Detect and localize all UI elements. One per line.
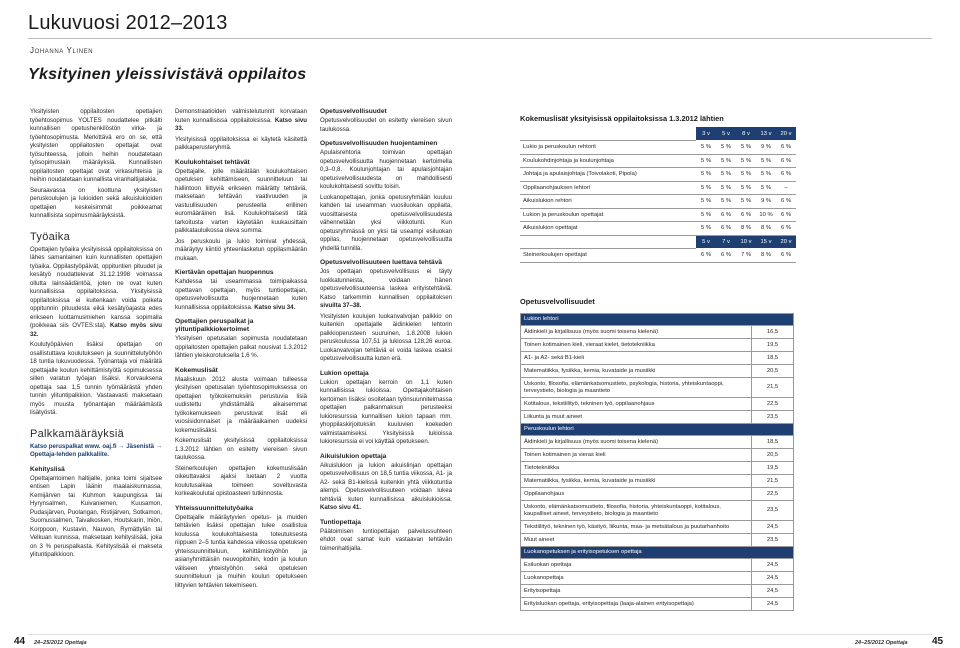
table-row bbox=[521, 534, 794, 547]
table-cell: 5 % bbox=[716, 154, 736, 168]
table-cell: 8 % bbox=[736, 222, 756, 236]
paragraph: Seuraavassa on koottuna yksityisten peruskoulujen ja lukioiden sekä aikuislukioiden opettajien keskeisimmät poikkeamat kunnallisista sopimusmääräyksistä. bbox=[30, 186, 162, 219]
paragraph: Jos peruskoulu ja lukio toimivat yhdessä, määräytyy kiintiö yhteenlasketun oppilasmäärän mukaan. bbox=[175, 237, 307, 262]
paragraph: Aikuislukion ja lukion aikuislinjan opettajan opetusvelvollisuus on 18,5 tuntia viikossa, A1- ja A2- sekä B1-kielissä kuitenkin yhtä viikkotuntia alempi. Opetusvelvollisuuteen voidaan lukea tehtäviä kuten kunnallisissa aikuislukioissa. Katso sivu 41. bbox=[320, 461, 452, 511]
table-row bbox=[521, 411, 794, 424]
table-cell: 6 % bbox=[716, 208, 736, 222]
table-group-header bbox=[521, 547, 794, 559]
table-cell: 5 % bbox=[716, 195, 736, 209]
paragraph: Kahdessa tai useammassa toimipaikassa opettavan opettajan, myös tuntiopettajan, opetusvelvollisuutta huojennetaan kuten kunnallisissa oppilaitoksissa. Katso sivu 34. bbox=[175, 278, 307, 311]
table-cell: 5 % bbox=[696, 181, 716, 195]
subject-cell: Toinen kotimainen ja vieras kieli bbox=[521, 449, 752, 462]
hours-cell: 22,5 bbox=[752, 398, 794, 411]
header-cell: 8 v bbox=[736, 127, 756, 141]
opetusvelvollisuudet-table bbox=[520, 313, 794, 611]
header-cell: 13 v bbox=[756, 127, 776, 141]
subheading: Opetusvelvollisuuden huojentaminen bbox=[320, 140, 438, 147]
footer-publication-left: 24–25/2012 Opettaja bbox=[34, 640, 87, 646]
header-cell: 20 v bbox=[776, 127, 796, 141]
row-label: Lukion ja peruskoulun opettajat bbox=[520, 208, 696, 222]
row-label: Steinerkoulujen opettajat bbox=[520, 249, 696, 263]
table-cell: 6 % bbox=[716, 222, 736, 236]
paragraph: Päätoimisen tuntiopettajan palvelussuhteen ehdot ovat samat kuin vastaavan tehtävän toimenhaltijalla. bbox=[320, 527, 452, 552]
hours-cell: 18,5 bbox=[752, 436, 794, 449]
table-cell: 6 % bbox=[776, 195, 796, 209]
row-label: Johtaja ja apulaisjohtaja (Toivolakoti, Pipola) bbox=[520, 168, 696, 182]
table-cell: 5 % bbox=[716, 181, 736, 195]
paragraph: Jos opettajan opetusvelvollisuus ei täyty luokkatunneista, voidaan hänen opetusvelvollisuuteensa laskea erityistehtäviä. Katso tarkemmin kunnallisen oppilaitoksen sivuilta 37–38. bbox=[320, 268, 452, 309]
table-cell: 5 % bbox=[756, 181, 776, 195]
paragraph: Opettajien työaika yksityisissä oppilaitoksissa on lähes samanlainen kuin kunnallisten opettajien työaika. Oppilastyöpäivät, oppituntien pituudet ja kesätyö noudattelevat 31.12.1998 voimassa ollutta lainsäädäntöä, joten ne ovat kuten kunnallisissa oppilaitoksissa. Yksityisissä oppilaitoksissa ei kuitenkaan voida poiketa oppitunnin pituudesta eikä kesätyöajasta edes erikseen luottamusmiehen kanssa sopimalla (poikkeaa siis OVTES:sta). Katso myös sivu 32. bbox=[30, 245, 163, 338]
kokemuslisat-table bbox=[520, 127, 796, 263]
paragraph: Opetusvelvollisuudet on esitetty viereisen sivun taulukossa. bbox=[320, 117, 452, 133]
paragraph: Apulaisrehtoria toimivan opettajan opetusvelvollisuutta huojennetaan kertoimella 0,3–0,8. Koulunjohtajan tai apulaisjohtajan opetusvelvollisuudesta on mahdollisesti koulukohtaisesti sovittu toisin. bbox=[320, 149, 452, 190]
paragraph: Opettajalle, jolle määrätään koulukohtaisen opetuksen kehittämiseen, suunnitteluun tai hallintoon liittyviä erikseen määrätty tehtäviä, maksetaan tehtävän vaativuuden ja vastuullisuuden perusteella erillinen euromääräinen lisä. Koulukohtaisesti tätä tarkoitusta varten käytetään kuukausittain palkkatauluikossa oleva summa. bbox=[175, 167, 307, 234]
table-row bbox=[520, 249, 796, 263]
hours-cell: 16,5 bbox=[752, 326, 794, 339]
subject-cell: Uskonto, elämänkatsomustieto, filosofia, historia, yhteiskuntaoppi, kotitalous, kaupalliset aineet, terveystieto, biologia ja maantieto bbox=[521, 501, 752, 521]
table-cell: 5 % bbox=[736, 181, 756, 195]
paragraph: Opettajantoimen haltijalle, jonka toimi sijaitsee entisen Lapin läänin maalaiskunnassa, Kemijärven tai Kuhmon kaupungissa tai Hyrynsalmen, Kuivaniemen, Kuusamon, Pudasjärven, Puolangan, Ristijärven, Sotkamon, Suomussalmen, Taivalkosken, Houtskarin, Iniön, Korppoon, Kustavin, Nauvon, Rymättylän tai Velkuan kunnissa, maksetaan kehityslisää, joka on 3 % peruspalkasta. Kehityslisää ei makseta ylituntipalkkioon. bbox=[30, 474, 162, 558]
table-row bbox=[520, 208, 796, 222]
header-cell: 3 v bbox=[696, 127, 716, 141]
paragraph: Yksityisen opetusalan sopimusta noudatetaan oppilaitosten opettajien palkat nousivat 1.3.2012 lähtien yleiskorotuksella 1,6 %. bbox=[175, 335, 307, 359]
subheading: Tuntiopettaja bbox=[320, 518, 361, 526]
paragraph: Yksityisten koulujen luokanvalvojan palkkio on kuitenkin opettajalle äidinkielen lehtorin palkkioperusteen suuruinen, 1.8.2008 lukien peruskoulussa 107,51 ja lukiossa 128,26 euroa. Luokanvalvojan tehtäviä ei voida laskea osaksi opetusvelvollisuutta kuten erä. bbox=[320, 312, 452, 362]
table-row bbox=[521, 475, 794, 488]
table-row bbox=[521, 521, 794, 534]
hours-cell: 22,5 bbox=[752, 488, 794, 501]
subheading: Kiertävän opettajan huopennus bbox=[175, 269, 274, 276]
hours-cell: 23,5 bbox=[752, 501, 794, 521]
table-row bbox=[520, 168, 796, 182]
table-cell: 5 % bbox=[696, 168, 716, 182]
table-row bbox=[520, 154, 796, 168]
table-row bbox=[520, 222, 796, 236]
header-blank-cell bbox=[520, 235, 696, 249]
subject-cell: Uskonto, filosofia, elämänkatsomustieto, psykologia, historia, yhteiskuntaoppi, terveystieto, biologia ja maantieto bbox=[521, 378, 752, 398]
table-cell: 5 % bbox=[696, 154, 716, 168]
table-title-kokemuslisat: Kokemuslisät yksityisissä oppilaitoksissa 1.3.2012 lähtien bbox=[520, 114, 724, 123]
row-label: Aikuislukion opettajat bbox=[520, 222, 696, 236]
header-cell: 7 v bbox=[716, 235, 736, 249]
table-cell: 8 % bbox=[756, 222, 776, 236]
subject-cell: Esiluokan opettaja bbox=[521, 559, 752, 572]
paragraph: Yksityisten oppilaitosten opettajien työehtosopimus YOLTES noudattelee pitkälti kunnallisen opetushenkilöstön virka- ja työehtosopimusta. Merkittävä ero on se, että yksityisten oppilaitosten opettajat ovat työsuhteessa, jolloin heihin noudatetaan työsopimuslain määräyksiä. Kunnallisten oppilaitosten opettajat ovat virkasuhteisia ja heihin noudatetaan kunnallista viranhaltijalakia. bbox=[30, 108, 162, 183]
table-row bbox=[521, 352, 794, 365]
paragraph: Maaliskuun 2012 alusta voimaan tulleessa yksityisen opetusalan työehtosopimuksessa on opettajien työkokemuksiin perustuvia lisiä uudistettu yhdistämällä aikaisemmat työkokemukseen perustuvat lisät eli vuosisidonnaiset ja määräaikainen uudeksi kokemuslisäksi. bbox=[175, 375, 307, 434]
table-cell: 5 % bbox=[696, 195, 716, 209]
page-reference: Katso sivu 33. bbox=[175, 116, 308, 132]
table-header-row bbox=[520, 235, 796, 249]
subheading-kehityslisa: Kehityslisä bbox=[30, 465, 65, 473]
table-group-header bbox=[521, 424, 794, 436]
subject-cell: Kotitalous, tekstiilityö, tekninen työ, oppilaanohjaus bbox=[521, 398, 752, 411]
table-cell: 6 % bbox=[776, 249, 796, 263]
table-row bbox=[521, 398, 794, 411]
header-divider bbox=[28, 38, 932, 39]
subject-cell: Matematiikka, fysiikka, kemia, kuvataide ja musiikki bbox=[521, 475, 752, 488]
hours-cell: 24,5 bbox=[752, 598, 794, 611]
group-header-cell: Peruskoulun lehtori bbox=[521, 424, 794, 436]
paragraph: Yksityisissä oppilaitoksissa ei käytetä käsitettä palkkaperusteryhmä. bbox=[175, 135, 307, 151]
row-label: Aikuislukion rehtori bbox=[520, 195, 696, 209]
table-title-opetusvelvollisuudet: Opetusvelvollisuudet bbox=[520, 297, 595, 306]
table-header-row bbox=[520, 127, 796, 141]
group-header-cell: Lukion lehtori bbox=[521, 314, 794, 326]
table-row bbox=[521, 365, 794, 378]
table-cell: 5 % bbox=[756, 154, 776, 168]
subject-cell: Tietotekniikka bbox=[521, 462, 752, 475]
hours-cell: 23,5 bbox=[752, 411, 794, 424]
table-row bbox=[520, 181, 796, 195]
table-cell: 6 % bbox=[776, 222, 796, 236]
subheading: Opetusvelvollisuudet bbox=[320, 108, 387, 115]
header-cell: 5 v bbox=[696, 235, 716, 249]
table-row bbox=[521, 378, 794, 398]
page-number-right: 45 bbox=[932, 636, 944, 647]
table-cell: 6 % bbox=[716, 249, 736, 263]
header-cell: 20 v bbox=[776, 235, 796, 249]
article-title: Yksityinen yleissivistävä oppilaitos bbox=[28, 66, 307, 83]
hours-cell: 19,5 bbox=[752, 462, 794, 475]
header-cell: 10 v bbox=[736, 235, 756, 249]
table-row bbox=[520, 141, 796, 155]
table-cell: 10 % bbox=[756, 208, 776, 222]
page-reference: Katso myös sivu 32. bbox=[30, 322, 163, 338]
table-cell: 8 % bbox=[756, 249, 776, 263]
page-reference: sivuilta 37–38. bbox=[320, 302, 362, 309]
subheading: Opetusvelvollisuuteen luettava tehtävä bbox=[320, 259, 443, 266]
table-cell: 5 % bbox=[716, 141, 736, 155]
table-cell: 6 % bbox=[776, 208, 796, 222]
row-label: Oppilaanohjauksen lehtori bbox=[520, 181, 696, 195]
subheading-palkka: Palkkamääräyksiä bbox=[30, 427, 125, 440]
text-column-3 bbox=[320, 108, 452, 555]
table-row bbox=[521, 339, 794, 352]
hours-cell: 24,5 bbox=[752, 521, 794, 534]
text-column-1 bbox=[30, 108, 162, 562]
table-cell: 5 % bbox=[696, 222, 716, 236]
table-cell: 9 % bbox=[756, 195, 776, 209]
footer-divider bbox=[28, 634, 932, 635]
subject-cell: Erityisluokan opettaja, erityisopettaja (laaja-alainen erityisopettaja) bbox=[521, 598, 752, 611]
table-cell: 6 % bbox=[776, 168, 796, 182]
footer-publication-right: 24–25/2012 Opettaja bbox=[855, 640, 908, 646]
row-label: Koulukohdinjohtaja ja koulunjohtaja bbox=[520, 154, 696, 168]
subject-cell: Äidinkieli ja kirjallisuus (myös suomi toisena kielenä) bbox=[521, 436, 752, 449]
hours-cell: 23,5 bbox=[752, 534, 794, 547]
author-name: Johanna Ylinen bbox=[30, 46, 94, 55]
group-header-cell: Luokanopetuksen ja erityisopetuksen opettaja bbox=[521, 547, 794, 559]
table-cell: 5 % bbox=[736, 154, 756, 168]
salary-link[interactable]: Katso peruspalkat www. oaj.fi → Jäsenistä → Opettaja-lehden palkkaliite. bbox=[30, 442, 162, 458]
table-cell: 6 % bbox=[776, 154, 796, 168]
paragraph: Luokanopettajan, jonka opetusryhmään kuuluu kahden tai useamman vuosiluokan oppilaita, vuosittaisesta opetusvelvollisuudesta vähennetään yksi viikkotunti. Kun opetusryhmässä on yksi tai useampi esiluokan oppilas, huojennetaan opetusvelvollisuutta yhdellä tunnilla. bbox=[320, 193, 452, 252]
hours-cell: 20,5 bbox=[752, 365, 794, 378]
subject-cell: Toinen kotimainen kieli, vieraat kielet, tietotekniikka bbox=[521, 339, 752, 352]
table-row bbox=[521, 449, 794, 462]
row-label: Lukio ja peruskoulun rehtorit bbox=[520, 141, 696, 155]
subject-cell: Muut aineet bbox=[521, 534, 752, 547]
table-cell: 6 % bbox=[736, 208, 756, 222]
subject-cell: Tekstiilityö, tekninen työ, käsityö, liikunta, maa- ja metsätalous ja puutarhanhoito bbox=[521, 521, 752, 534]
table-row bbox=[521, 598, 794, 611]
subject-cell: A1- ja A2- sekä B1-kieli bbox=[521, 352, 752, 365]
subheading: Yhteissuunnittelutyöaika bbox=[175, 504, 254, 512]
subject-cell: Oppilaanohjaus bbox=[521, 488, 752, 501]
hours-cell: 24,5 bbox=[752, 585, 794, 598]
subject-cell: Matematiikka, fysiikka, kemia, kuvataide ja musiikki bbox=[521, 365, 752, 378]
text-column-2 bbox=[175, 108, 307, 592]
subheading: Koulukohtaiset tehtävät bbox=[175, 158, 250, 166]
table-row bbox=[521, 488, 794, 501]
table-cell: 5 % bbox=[736, 168, 756, 182]
table-cell: 5 % bbox=[756, 168, 776, 182]
table-row bbox=[521, 559, 794, 572]
header-cell: 15 v bbox=[756, 235, 776, 249]
header-cell: 5 v bbox=[716, 127, 736, 141]
header-blank-cell bbox=[520, 127, 696, 141]
table-row bbox=[521, 462, 794, 475]
hours-cell: 24,5 bbox=[752, 559, 794, 572]
hours-cell: 21,5 bbox=[752, 475, 794, 488]
paragraph: Koulutyöpäivien lisäksi opettajan on osallistuttava koulutukseen ja suunnittelutyöhön 18 tuntia lukuvuodessa. Työnantaja voi määrätä opettajalle koulun kehittämistyötä sopimuksessa sillen varatun työajan lisäksi. Korvauksena opettaja saa 1,5 tunnin työmäärästä yhden tunnin ylituntipalkkion. Vastaavasti maksetaan myös muusta työnantajan määräämästä lisätyöstä. bbox=[30, 341, 162, 416]
table-cell: 5 % bbox=[716, 168, 736, 182]
table-cell: 5 % bbox=[736, 141, 756, 155]
page-reference: Katso sivu 41. bbox=[320, 504, 361, 511]
table-cell: 5 % bbox=[736, 195, 756, 209]
paragraph: Kokemuslisät yksityisissä oppilaitoksissa 1.3.2012 lähtien on esitetty viereisen sivun taulukossa. bbox=[175, 437, 307, 461]
subheading: Lukion opettaja bbox=[320, 369, 369, 377]
table-row bbox=[521, 585, 794, 598]
subheading: Opettajien peruspalkat ja ylituntipalkkiokertoimet bbox=[175, 318, 254, 333]
table-row bbox=[521, 436, 794, 449]
table-row bbox=[520, 195, 796, 209]
page-number-left: 44 bbox=[14, 636, 26, 647]
table-row bbox=[521, 326, 794, 339]
subject-cell: Erityisopettaja bbox=[521, 585, 752, 598]
table-cell: 5 % bbox=[696, 208, 716, 222]
page-header-title: Lukuvuosi 2012–2013 bbox=[28, 12, 228, 34]
paragraph: Steinerkoulujen opettajien kokemuslisään oikeuttavaksi ajaksi luetaan 2 vuotta koulutusaikaa toimeen soveltuvasta korkeakoulutai opistoasteen tutkinnosta. bbox=[175, 464, 307, 497]
page-reference: Katso sivu 34. bbox=[254, 303, 296, 311]
hours-cell: 21,5 bbox=[752, 378, 794, 398]
table-cell: 7 % bbox=[736, 249, 756, 263]
hours-cell: 20,5 bbox=[752, 449, 794, 462]
table-cell: – bbox=[776, 181, 796, 195]
hours-cell: 24,5 bbox=[752, 572, 794, 585]
subject-cell: Äidinkieli ja kirjallisuus (myös suomi toisena kielenä) bbox=[521, 326, 752, 339]
table-cell: 6 % bbox=[696, 249, 716, 263]
subheading: Kokemuslisät bbox=[175, 366, 218, 374]
table-cell: 6 % bbox=[776, 141, 796, 155]
subheading-tyoaika: Työaika bbox=[30, 230, 71, 243]
table-cell: 5 % bbox=[696, 141, 716, 155]
table-cell: 9 % bbox=[756, 141, 776, 155]
table-group-header bbox=[521, 314, 794, 326]
subheading: Aikuislukion opettaja bbox=[320, 452, 387, 460]
hours-cell: 19,5 bbox=[752, 339, 794, 352]
paragraph: Opettajalle määräytyvien opetus- ja muiden tehtävien lisäksi opettajan tulee osallistua koulussa koulukohtaisesta toteutuksesta riippuen 2–5 tuntia kahdessa viikossa opetuksen yhteissuunnitteluun, kehittämistyöhön ja asianyhmittäisiin neuvopitoihin, kodin ja koulun väliseen yhteistyöhön sekä opetuksen suunnitteluun ja muihin koulun opetukseen liittyvien tehtävien tekemiseen. bbox=[175, 513, 307, 589]
table-row bbox=[521, 501, 794, 521]
subject-cell: Liikunta ja muut aineet bbox=[521, 411, 752, 424]
table-row bbox=[521, 572, 794, 585]
hours-cell: 18,5 bbox=[752, 352, 794, 365]
paragraph: Lukion opettajan kerroin on 1,1 kuten kunnallisissa lukioissa. Opettajakohtaisen kertoimen lisäksi osoitetaan työnsuunnitelmassa opettajien palkanmaksun perusteeksi lukioresurssia kunnallisen lukion tapaan mm. yhoppilaskirjoituksiin kuuluvien koekeden valmistaamiseksi. Yksityisissä lukioissa lukioresurssia ei voi käyttää opetukseen. bbox=[320, 378, 452, 445]
paragraph: Demonstraatioiden valmistelutunnit korvataan kuten kunnallisissa oppilaitoksissa. Katso sivu 33. bbox=[175, 108, 308, 132]
subject-cell: Luokanopettaja bbox=[521, 572, 752, 585]
